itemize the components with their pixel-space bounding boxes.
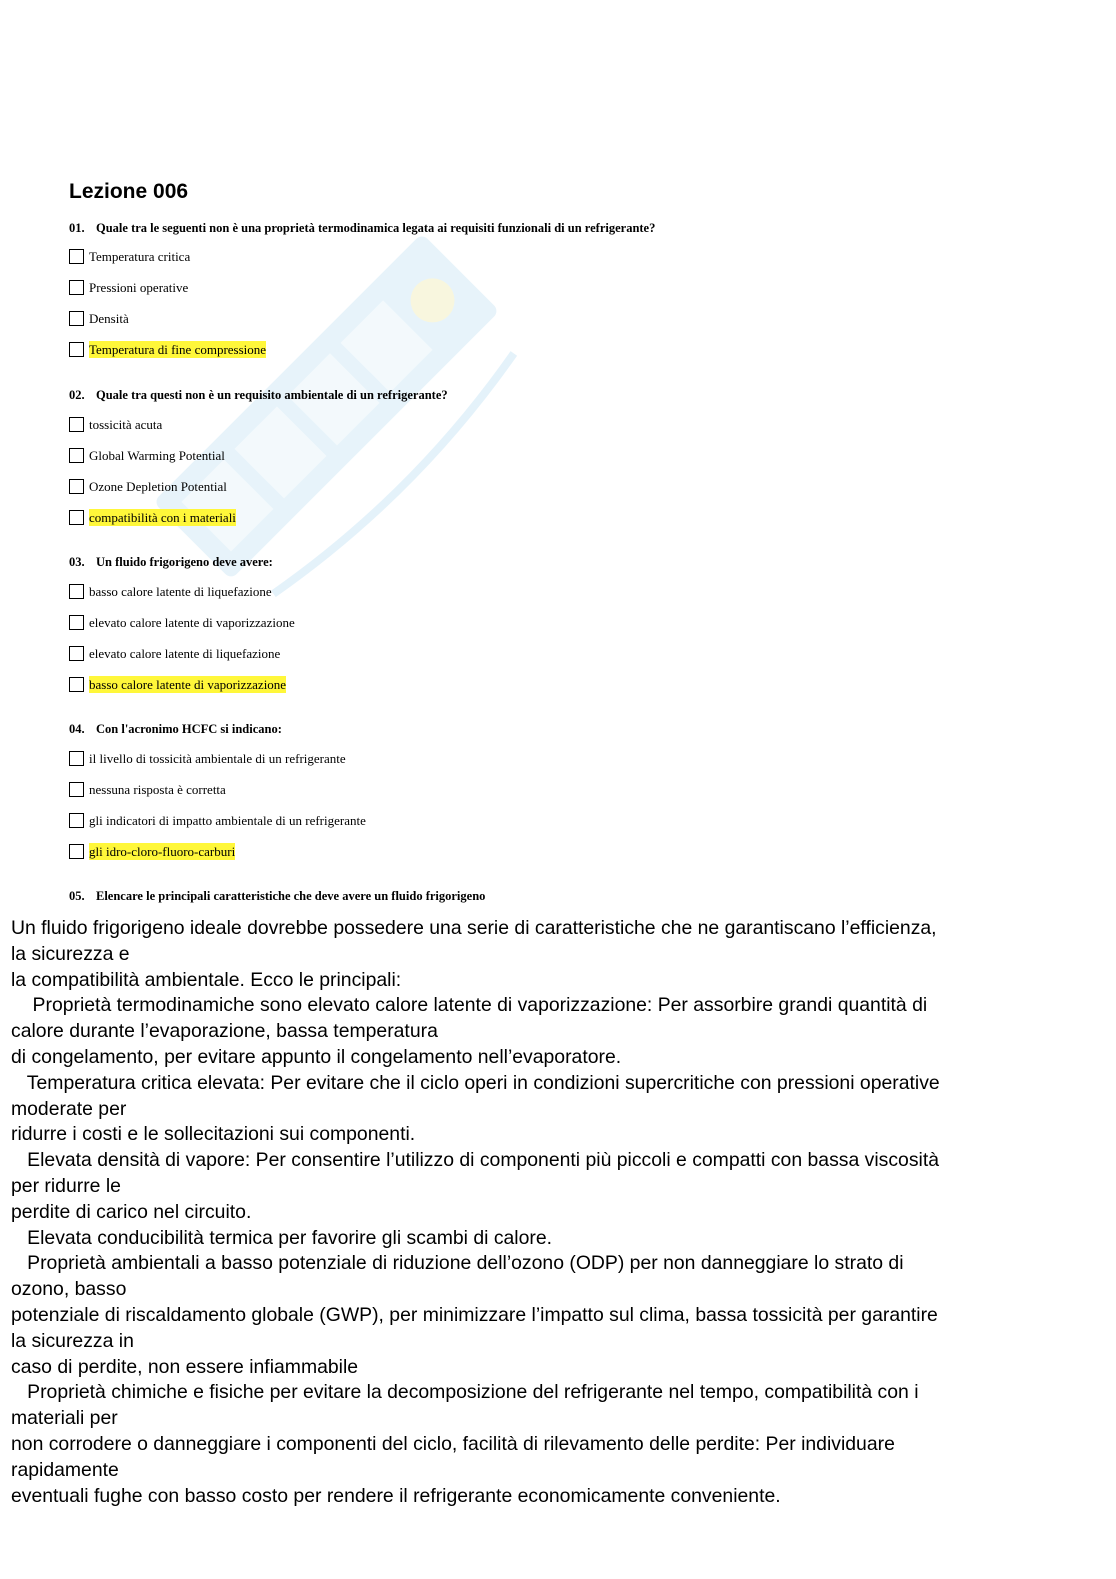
checkbox[interactable] [69, 844, 84, 859]
question-text [69, 553, 1069, 575]
question-text [69, 386, 1069, 408]
answer-option[interactable] [69, 614, 1069, 645]
option-label: basso calore latente di liquefazione [89, 584, 272, 599]
checkbox[interactable] [69, 311, 84, 326]
checkbox[interactable] [69, 510, 84, 525]
answer-line: Proprietà chimiche e fisiche per evitare la decomposizione del refrigerante nel tempo, compatibilità con i [11, 1381, 919, 1404]
question-label: Un fluido frigorigeno deve avere: [96, 555, 273, 569]
option-label: Temperatura critica [89, 249, 191, 264]
answer-option-correct[interactable] [69, 341, 1069, 372]
answer-option[interactable] [69, 310, 1069, 341]
question-block [69, 553, 1069, 707]
answer-line: rapidamente [11, 1458, 119, 1481]
question-label: Con l'acronimo HCFC si indicano: [96, 722, 282, 736]
question-label: Quale tra le seguenti non è una proprietà termodinamica legata ai requisiti funzionali di un refrigerante? [96, 221, 656, 235]
question-number: 04. [69, 722, 85, 736]
option-label: Ozone Depletion Potential [89, 479, 227, 494]
answer-option[interactable] [69, 750, 1069, 781]
answer-line: per ridurre le [11, 1174, 121, 1197]
answer-option[interactable] [69, 447, 1069, 478]
checkbox[interactable] [69, 280, 84, 295]
option-label: Pressioni operative [89, 280, 189, 295]
lesson-title: Lezione 006 [69, 180, 189, 203]
question-label: Elencare le principali caratteristiche che deve avere un fluido frigorigeno [96, 889, 486, 903]
checkbox[interactable] [69, 646, 84, 661]
checkbox[interactable] [69, 782, 84, 797]
answer-line: Proprietà termodinamiche sono elevato calore latente di vaporizzazione: Per assorbire grandi quantità di [11, 994, 928, 1017]
option-label: elevato calore latente di vaporizzazione [89, 615, 295, 630]
answer-line: calore durante l’evaporazione, bassa temperatura [11, 1020, 438, 1043]
checkbox[interactable] [69, 615, 84, 630]
checkbox[interactable] [69, 677, 84, 692]
answer-line: perdite di carico nel circuito. [11, 1200, 252, 1223]
question-text [69, 219, 1069, 241]
checkbox[interactable] [69, 342, 84, 357]
checkbox[interactable] [69, 751, 84, 766]
question-number: 03. [69, 555, 85, 569]
checkbox[interactable] [69, 813, 84, 828]
answer-option[interactable] [69, 248, 1069, 279]
question-number: 05. [69, 889, 85, 903]
checkbox[interactable] [69, 584, 84, 599]
checkbox[interactable] [69, 417, 84, 432]
question-number: 02. [69, 388, 85, 402]
option-label: gli indicatori di impatto ambientale di un refrigerante [89, 813, 366, 828]
checkbox[interactable] [69, 249, 84, 264]
answer-line: ridurre i costi e le sollecitazioni sui componenti. [11, 1123, 416, 1146]
option-label: Densità [89, 311, 129, 326]
question-text [69, 720, 1069, 742]
option-label-highlighted: compatibilità con i materiali [89, 510, 236, 525]
answer-line: eventuali fughe con basso costo per rendere il refrigerante economicamente conveniente. [11, 1484, 781, 1507]
answer-line: Elevata conducibilità termica per favorire gli scambi di calore. [11, 1226, 553, 1249]
answer-line: potenziale di riscaldamento globale (GWP), per minimizzare l’impatto sul clima, bassa tossicità per garantire [11, 1303, 938, 1326]
answer-line: la sicurezza in [11, 1329, 134, 1352]
option-label: tossicità acuta [89, 417, 163, 432]
option-label-highlighted: basso calore latente di vaporizzazione [89, 677, 287, 692]
answer-option-correct[interactable] [69, 509, 1069, 540]
answer-line: caso di perdite, non essere infiammabile [11, 1355, 359, 1378]
option-label-highlighted: Temperatura di fine compressione [89, 342, 267, 357]
option-label: elevato calore latente di liquefazione [89, 646, 281, 661]
answer-line: Un fluido frigorigeno ideale dovrebbe possedere una serie di caratteristiche che ne garantiscano l’efficienza, [11, 917, 937, 939]
answer-line: materiali per [11, 1407, 118, 1430]
checkbox[interactable] [69, 479, 84, 494]
answer-line: moderate per [11, 1097, 127, 1120]
answer-text [11, 916, 1101, 1509]
answer-option[interactable] [69, 583, 1069, 614]
answer-option[interactable] [69, 416, 1069, 447]
answer-option[interactable] [69, 478, 1069, 509]
answer-option[interactable] [69, 812, 1069, 843]
answer-line: la compatibilità ambientale. Ecco le principali: [11, 968, 402, 991]
answer-line: la sicurezza e [11, 942, 130, 965]
answer-option-correct[interactable] [69, 843, 1069, 874]
option-label: il livello di tossicità ambientale di un refrigerante [89, 751, 346, 766]
answer-line: Elevata densità di vapore: Per consentire l’utilizzo di componenti più piccoli e compatti con bassa viscosità [11, 1149, 939, 1172]
answer-option[interactable] [69, 781, 1069, 812]
answer-line: di congelamento, per evitare appunto il congelamento nell’evaporatore. [11, 1045, 622, 1068]
answer-line: Temperatura critica elevata: Per evitare che il ciclo operi in condizioni supercritiche con pressioni operative [11, 1071, 940, 1094]
question-text [69, 889, 485, 904]
question-block [69, 386, 1069, 540]
answer-line: non corrodere o danneggiare i componenti del ciclo, facilità di rilevamento delle perdite: Per individuare [11, 1432, 895, 1455]
answer-option[interactable] [69, 645, 1069, 676]
question-label: Quale tra questi non è un requisito ambientale di un refrigerante? [96, 388, 448, 402]
answer-option-correct[interactable] [69, 676, 1069, 707]
answer-line: ozono, basso [11, 1278, 127, 1301]
question-number: 01. [69, 221, 85, 235]
answer-option[interactable] [69, 279, 1069, 310]
option-label: nessuna risposta è corretta [89, 782, 226, 797]
option-label: Global Warming Potential [89, 448, 225, 463]
question-block [69, 219, 1069, 372]
checkbox[interactable] [69, 448, 84, 463]
answer-line: Proprietà ambientali a basso potenziale di riduzione dell’ozono (ODP) per non danneggiare lo strato di [11, 1252, 904, 1275]
question-block [69, 720, 1069, 874]
option-label-highlighted: gli idro-cloro-fluoro-carburi [89, 844, 236, 859]
